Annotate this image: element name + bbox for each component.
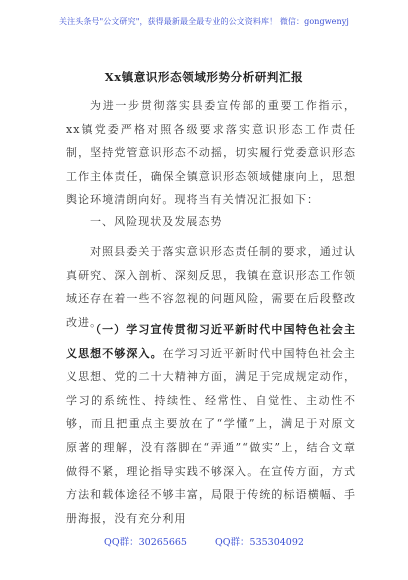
footer-qq-group-1: QQ群：30265665: [104, 537, 187, 548]
section-1-paragraph: 对照县委关于落实意识形态责任制的要求，通过认真研究、深入剖析、深刻反思，我镇在意识形态工作领域还存在着一些不容忽视的问题风险，需要在后段整改改进。: [66, 245, 356, 329]
item-1-body: 在学习习近平新时代中国特色社会主义思想、党的二十大精神方面，满足于完成规定动作，学习的系统性、持续性、经常性、自觉性、主动性不够，而且把重点主要放在了“学懂”上，满足于对原文原著的理解，没有落脚在“弄通”“做实”上，结合文章做得不紧，理论指导实践不够深入。在宣传方面，方式方法和载体途径不够丰富，局限于传统的标语横幅、手册海报，没有充分利用: [66, 346, 356, 525]
intro-paragraph: 为进一步贯彻落实县委宣传部的重要工作指示，xx镇党委严格对照各级要求落实意识形态工作责任制，坚持党管意识形态不动摇，切实履行党委意识形态工作主体责任，确保全镇意识形态领域健康向上，思想舆论环境清朗向好。现将当有关情况汇报如下：: [66, 99, 356, 207]
section-1-heading: 一、风险现状及发展态势: [90, 215, 223, 228]
item-1-heading: （一）学习宣传贯彻习近平新时代中国特色社会主义思想不够深入。: [66, 323, 356, 360]
item-1-paragraph: [66, 318, 356, 530]
document-title: Xx镇意识形态领域形势分析研判汇报: [104, 70, 304, 84]
header-promo-note: 关注头条号"公文研究"，获得最新最全最专业的公文资料库！ 微信：gongwenyj: [59, 17, 349, 26]
footer-qq-group-2: QQ群：535304092: [214, 537, 304, 548]
footer-contact: [0, 534, 408, 548]
